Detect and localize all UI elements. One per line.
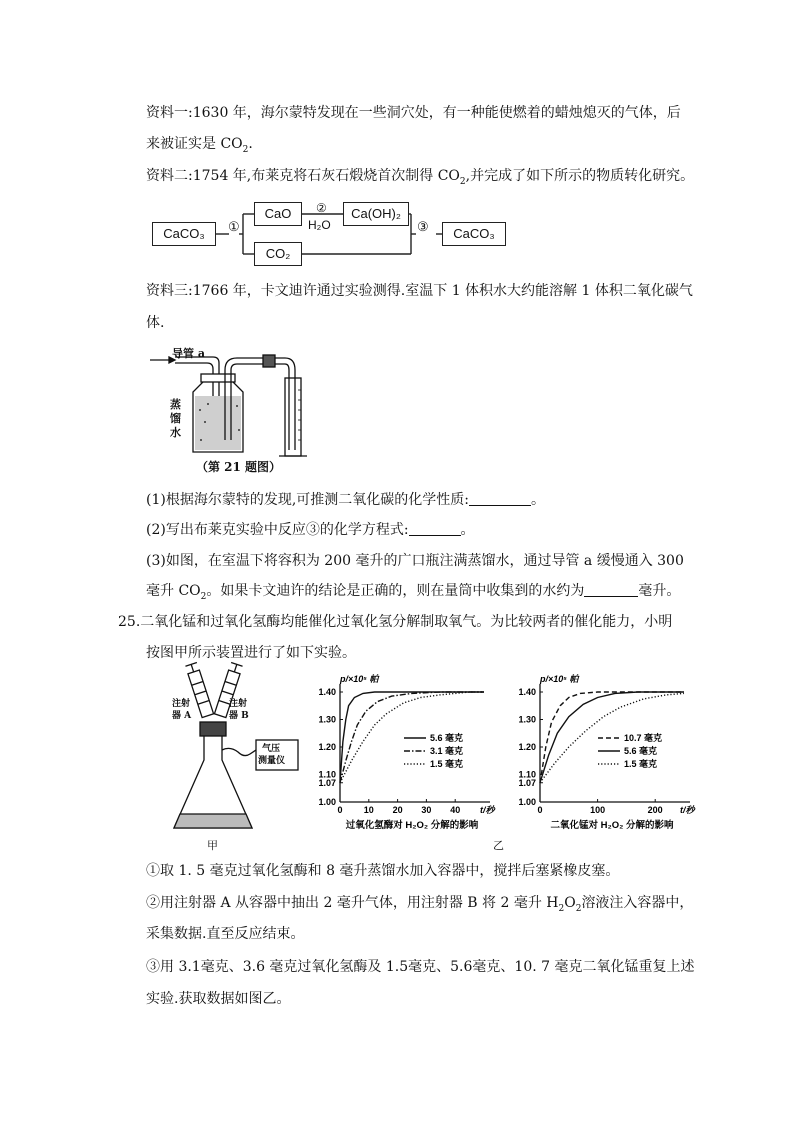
material3-line1: 资料三:1766 年，卡文迪许通过实验测得.室温下 1 体积水大约能溶解 1 体积二氧化碳气	[146, 283, 693, 299]
y-tick-label: 1.20	[518, 742, 536, 752]
gauge-label-1: 气压	[262, 744, 281, 754]
legend-label: 1.5 毫克	[624, 759, 658, 769]
y-tick-label: 1.20	[318, 742, 336, 752]
step1-label: ①	[228, 220, 240, 235]
x-tick-label: 100	[590, 805, 606, 815]
legend-label: 5.6 毫克	[430, 733, 464, 743]
y-tick-label: 1.07	[318, 777, 336, 788]
y-tick-label: 1.00	[318, 797, 336, 807]
legend-label: 10.7 毫克	[624, 733, 663, 743]
y-tick-label: 1.10	[318, 769, 336, 780]
caoh2-box: Ca(OH)₂	[343, 202, 409, 226]
water-label-1: 蒸	[170, 398, 181, 411]
syringe-b-label-2: 器 B	[229, 711, 249, 721]
water-label-2: 馏	[170, 412, 181, 425]
yi-label: 乙	[493, 839, 504, 852]
answer-blank-3[interactable]	[584, 582, 638, 597]
material3-line2: 体.	[146, 315, 165, 331]
question-1: (1)根据海尔蒙特的发现,可推测二氧化碳的化学性质: 。	[146, 492, 545, 508]
caco3-start-box: CaCO₃	[152, 222, 216, 246]
water-label-3: 水	[170, 426, 181, 439]
step3-label: ③	[417, 220, 429, 235]
material1-line1: 资料一:1630 年，海尔蒙特发现在一些洞穴处，有一种能使燃着的蜡烛熄灭的气体，后	[146, 105, 681, 121]
y-tick-label: 1.07	[518, 777, 536, 788]
y-tick-label: 1.10	[518, 769, 536, 780]
x-tick-label: 10	[363, 805, 374, 815]
y-tick-label: 1.00	[518, 797, 536, 807]
syringe-a-label-2: 器 A	[172, 711, 192, 721]
x-axis-label: t/秒	[680, 805, 695, 815]
question-2: (2)写出布莱克实验中反应③的化学方程式: 。	[146, 522, 475, 538]
mno2-chart	[500, 670, 700, 840]
answer-blank-2[interactable]	[409, 521, 461, 536]
q25-step2: ②用注射器 A 从容器中抽出 2 毫升气体，用注射器 B 将 2 毫升 $H_2O_2$溶液注入容器中，	[146, 895, 694, 914]
q25-step3-line2: 实验.获取数据如图乙。	[146, 991, 291, 1007]
x-tick-label: 20	[392, 805, 403, 815]
question-3-line1: (3)如图，在室温下将容积为 200 毫升的广口瓶注满蒸馏水，通过导管 a 缓慢通入 300	[146, 553, 684, 569]
question-3-line2: 毫升 $CO_2$。如果卡文迪许的结论是正确的，则在量筒中收集到的水约为 毫升。	[146, 583, 681, 602]
syringe-b-label-1: 注射	[229, 699, 248, 709]
legend-label: 1.5 毫克	[430, 759, 464, 769]
step2-label: ②	[316, 201, 327, 215]
fig21-caption: （第 21 题图）	[196, 460, 282, 474]
x-tick-label: 30	[421, 805, 432, 815]
series-line	[540, 692, 684, 783]
flask-apparatus	[160, 660, 310, 840]
flow-connectors	[0, 0, 794, 280]
x-tick-label: 0	[537, 805, 543, 815]
x-axis-label: t/秒	[480, 805, 495, 815]
co2-box: CO₂	[254, 242, 302, 266]
x-tick-label: 40	[450, 805, 461, 815]
x-tick-label: 0	[337, 805, 343, 815]
q25-step2-line2: 采集数据.直至反应结束。	[146, 926, 305, 942]
legend-label: 5.6 毫克	[624, 746, 658, 756]
caco3-end-box: CaCO₃	[442, 222, 506, 246]
material2-line: 资料二:1754 年,布莱克将石灰石煅烧首次制得 $CO_2$,并完成了如下所示的物质转化研究。	[146, 168, 695, 187]
cao-box: CaO	[254, 202, 302, 226]
x-tick-label: 200	[647, 805, 663, 815]
h2o-label: H₂O	[308, 218, 331, 232]
y-tick-label: 1.30	[518, 714, 536, 725]
q25-line1: 25.二氧化锰和过氧化氢酶均能催化过氧化氢分解制取氧气。为比较两者的催化能力，小明	[118, 614, 673, 630]
y-axis-label: p/×10⁵ 帕	[340, 674, 379, 684]
series-line	[540, 692, 684, 783]
y-tick-label: 1.40	[318, 687, 336, 697]
y-tick-label: 1.40	[518, 687, 536, 697]
chart-title: 过氧化氢酶对 H₂O₂ 分解的影响	[345, 820, 479, 831]
jia-label: 甲	[207, 839, 218, 852]
material1-line2: 来被证实是 $CO_2$.	[146, 136, 253, 155]
answer-blank-1[interactable]	[469, 491, 531, 506]
enzyme-chart	[300, 670, 500, 840]
q25-line2: 按图甲所示装置进行了如下实验。	[146, 645, 356, 661]
gauge-label-2: 测量仪	[258, 756, 286, 766]
q25-step3-line1: ③用 3.1毫克、3.6 毫克过氧化氢酶及 1.5毫克、5.6毫克、10. 7 毫克二氧化锰重复上述	[146, 959, 695, 975]
q25-step1: ①取 1. 5 毫克过氧化氢酶和 8 毫升蒸馏水加入容器中，搅拌后塞紧橡皮塞。	[146, 863, 620, 879]
legend-label: 3.1 毫克	[430, 746, 464, 756]
y-tick-label: 1.30	[318, 714, 336, 725]
tube-a-label: 导管 a	[172, 347, 205, 360]
chart-title: 二氧化锰对 H₂O₂ 分解的影响	[550, 820, 674, 831]
y-axis-label: p/×10⁵ 帕	[540, 674, 579, 684]
syringe-a-label-1: 注射	[172, 699, 191, 709]
series-line	[540, 693, 684, 782]
